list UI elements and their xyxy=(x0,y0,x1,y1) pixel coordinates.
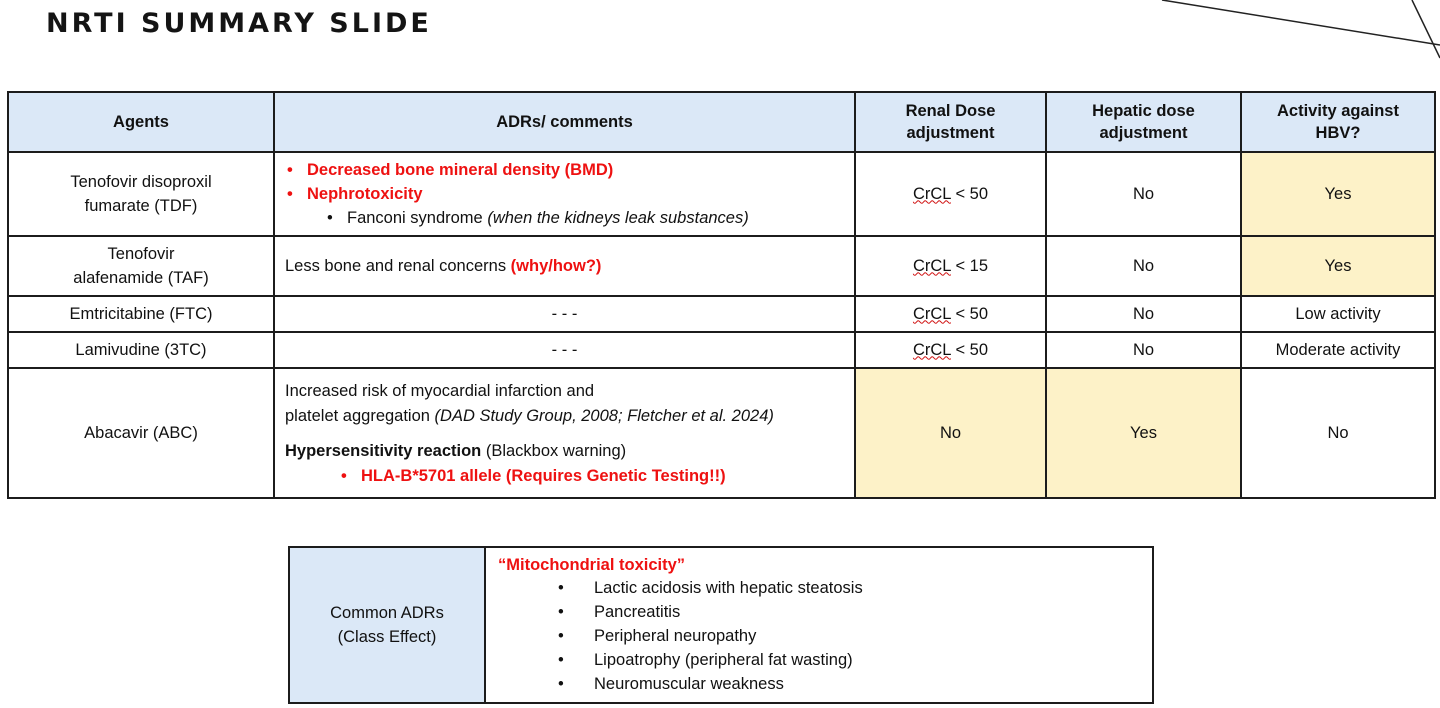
close-quote: ” xyxy=(676,556,686,574)
adr-line xyxy=(285,404,844,429)
renal-value: < 15 xyxy=(950,256,989,275)
adr-text: Less bone and renal concerns xyxy=(285,256,511,275)
mito-heading xyxy=(498,554,1142,576)
table-row xyxy=(8,368,1435,498)
agent-cell: Lamivudine (3TC) xyxy=(8,332,274,368)
hepatic-cell: No xyxy=(1046,236,1241,296)
hepatic-cell: No xyxy=(1046,152,1241,236)
nrti-table xyxy=(7,91,1436,499)
decorative-line xyxy=(1412,0,1440,58)
renal-cell xyxy=(855,236,1046,296)
table-row xyxy=(8,332,1435,368)
common-adrs-label: Common ADRs (Class Effect) xyxy=(289,547,485,703)
list-item: • Neuromuscular weakness xyxy=(558,672,1142,696)
renal-value: < 50 xyxy=(950,304,989,323)
list-item: • Peripheral neuropathy xyxy=(558,624,1142,648)
renal-cell: No xyxy=(855,368,1046,498)
agent-cell: Emtricitabine (FTC) xyxy=(8,296,274,332)
list-item: • Pancreatitis xyxy=(558,600,1142,624)
renal-prefix: CrCL xyxy=(912,340,951,359)
adr-line xyxy=(285,439,844,464)
hbv-cell: No xyxy=(1241,368,1435,498)
header-hepatic: Hepatic dose adjustment xyxy=(1046,92,1241,152)
adr-line: Increased risk of myocardial infarction and xyxy=(285,381,595,400)
agent-cell: Tenofovir alafenamide (TAF) xyxy=(8,236,274,296)
adr-cell: - - - xyxy=(274,332,855,368)
hepatic-cell: No xyxy=(1046,332,1241,368)
common-adrs-row xyxy=(289,547,1153,703)
agent-cell: Tenofovir disoproxil fumarate (TDF) xyxy=(8,152,274,236)
adr-text: platelet aggregation xyxy=(285,406,435,425)
adr-text: Fanconi syndrome xyxy=(347,209,488,227)
hbv-cell: Low activity xyxy=(1241,296,1435,332)
list-item: • Decreased bone mineral density (BMD) xyxy=(285,158,844,182)
renal-prefix: CrCL xyxy=(912,256,951,275)
list-item xyxy=(325,206,844,230)
header-adrs: ADRs/ comments xyxy=(274,92,855,152)
adr-note: (when the kidneys leak substances) xyxy=(487,209,749,227)
mito-heading-text: Mitochondrial toxicity xyxy=(506,556,677,574)
table-header-row xyxy=(8,92,1435,152)
hepatic-cell: Yes xyxy=(1046,368,1241,498)
adr-citation: (DAD Study Group, 2008; Fletcher et al. 2024) xyxy=(434,406,774,425)
adr-red-text: (why/how?) xyxy=(510,256,602,275)
renal-cell xyxy=(855,296,1046,332)
adr-cell xyxy=(274,236,855,296)
common-adrs-body xyxy=(485,547,1153,703)
header-renal: Renal Dose adjustment xyxy=(855,92,1046,152)
table-row xyxy=(8,236,1435,296)
list-item: • Nephrotoxicity xyxy=(285,182,844,206)
hbv-cell: Moderate activity xyxy=(1241,332,1435,368)
hbv-cell: Yes xyxy=(1241,236,1435,296)
renal-cell xyxy=(855,152,1046,236)
agent-cell: Abacavir (ABC) xyxy=(8,368,274,498)
table-row xyxy=(8,296,1435,332)
renal-value: < 50 xyxy=(950,184,989,203)
common-adrs-table xyxy=(288,546,1154,704)
decorative-line xyxy=(1162,0,1440,45)
renal-prefix: CrCL xyxy=(912,184,951,203)
hbv-cell: Yes xyxy=(1241,152,1435,236)
renal-cell xyxy=(855,332,1046,368)
header-hbv: Activity against HBV? xyxy=(1241,92,1435,152)
renal-prefix: CrCL xyxy=(912,304,951,323)
adr-cell xyxy=(274,152,855,236)
adr-cell xyxy=(274,368,855,498)
slide-title: NRTI SUMMARY SLIDE xyxy=(46,8,432,39)
list-item: • Lipoatrophy (peripheral fat wasting) xyxy=(558,648,1142,672)
renal-value: < 50 xyxy=(950,340,989,359)
hsr-note: (Blackbox warning) xyxy=(481,441,627,460)
open-quote: “ xyxy=(498,556,507,574)
table-row xyxy=(8,152,1435,236)
hsr-label: Hypersensitivity reaction xyxy=(285,441,482,460)
list-item: • Lactic acidosis with hepatic steatosis xyxy=(558,576,1142,600)
list-item: • HLA-B*5701 allele (Requires Genetic Testing!!) xyxy=(339,464,844,488)
adr-cell: - - - xyxy=(274,296,855,332)
hepatic-cell: No xyxy=(1046,296,1241,332)
common-adrs-list xyxy=(498,576,1142,696)
header-agents: Agents xyxy=(8,92,274,152)
